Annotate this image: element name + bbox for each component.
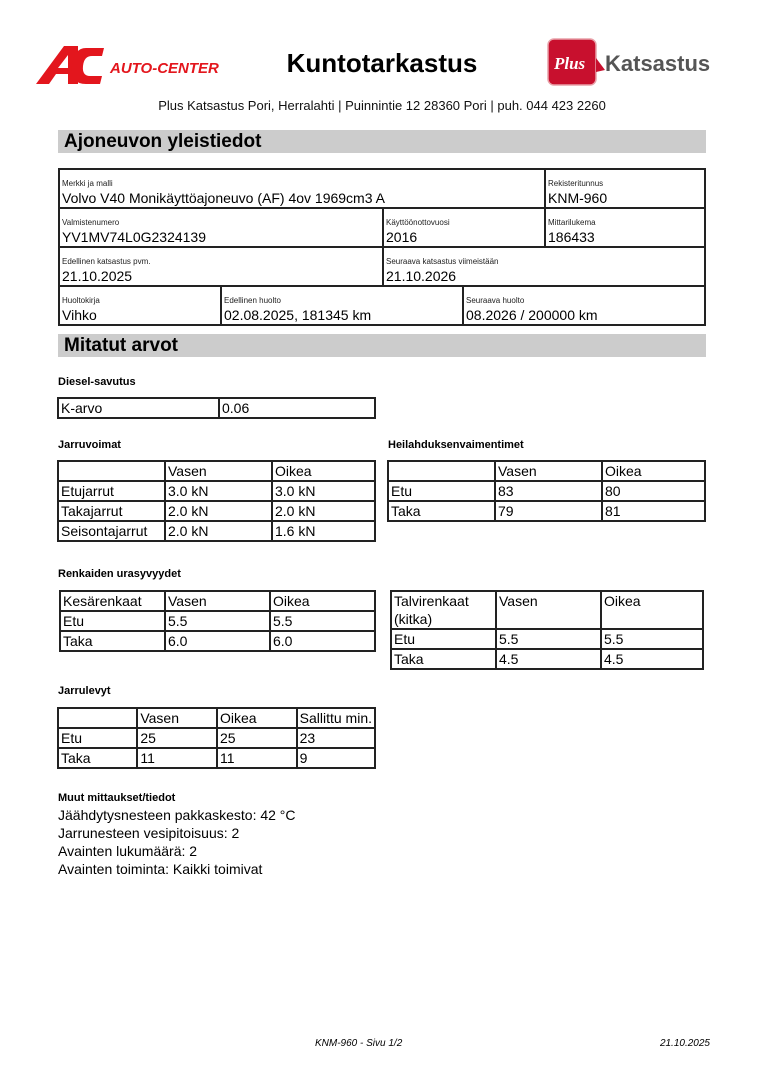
section-measured-title: Mitatut arvot	[58, 334, 706, 357]
summer-tires-table	[59, 590, 376, 652]
table-row	[391, 649, 703, 669]
footer-date: 21.10.2025	[659, 1038, 710, 1049]
prev-service-value: 02.08.2025, 181345 km	[224, 307, 372, 323]
prev-service-label: Edellinen huolto	[224, 296, 281, 305]
table-header-row	[391, 591, 703, 629]
make-model-label: Merkki ja malli	[62, 179, 113, 188]
discs-title: Jarrulevyt	[58, 685, 111, 697]
shocks-table	[387, 460, 706, 522]
odometer-label: Mittarilukema	[548, 218, 596, 227]
cell-value: 80	[602, 481, 705, 501]
cell-value: 4.5	[601, 649, 703, 669]
table-row	[388, 481, 705, 501]
vin-cell	[60, 209, 384, 246]
cell-value: 2.0 kN	[272, 501, 375, 521]
cell-value: 79	[495, 501, 602, 521]
year-value: 2016	[386, 229, 418, 245]
row-label: Taka	[391, 649, 496, 669]
cell-value: 2.0 kN	[165, 521, 272, 541]
header-cell: Kesärenkaat	[60, 591, 165, 611]
prev-inspection-cell	[60, 248, 384, 285]
info-row	[60, 209, 704, 248]
cell-value: 5.5	[496, 629, 601, 649]
cell-value: 6.0	[270, 631, 375, 651]
servicebook-cell	[60, 287, 222, 324]
info-row	[60, 287, 704, 324]
make-model-value: Volvo V40 Monikäyttöajoneuvo (AF) 4ov 1969cm3 A	[62, 190, 385, 206]
table-row	[391, 629, 703, 649]
table-header-row	[388, 461, 705, 481]
next-inspection-label: Seuraava katsastus viimeistään	[386, 257, 499, 266]
header-cell: Oikea	[217, 708, 297, 728]
header-cell	[388, 461, 495, 481]
row-label: Taka	[60, 631, 165, 651]
table-row	[388, 501, 705, 521]
table-row	[60, 631, 375, 651]
row-label: Takajarrut	[58, 501, 165, 521]
row-label: Taka	[388, 501, 495, 521]
table-row	[58, 398, 375, 418]
next-inspection-value: 21.10.2026	[386, 268, 457, 284]
brakes-table	[57, 460, 376, 542]
make-model-cell	[60, 170, 546, 207]
header-cell: Vasen	[495, 461, 602, 481]
cell-value: 23	[297, 728, 375, 748]
tires-title: Renkaiden urasyvyydet	[58, 568, 181, 580]
row-label: Etu	[391, 629, 496, 649]
servicebook-label: Huoltokirja	[62, 296, 100, 305]
row-label: Seisontajarrut	[58, 521, 165, 541]
cell-value: 81	[602, 501, 705, 521]
year-cell	[384, 209, 546, 246]
table-row	[60, 611, 375, 631]
prev-service-cell	[222, 287, 464, 324]
page-title: Kuntotarkastus	[286, 48, 478, 78]
header-cell: Vasen	[165, 461, 272, 481]
cell-value: 11	[217, 748, 297, 768]
cell-value: 83	[495, 481, 602, 501]
svg-text:Plus: Plus	[554, 54, 586, 73]
prev-inspection-value: 21.10.2025	[62, 268, 133, 284]
header-cell	[58, 708, 137, 728]
brake-discs-table	[57, 707, 376, 769]
vehicle-info-grid	[58, 168, 706, 326]
cell-value: 2.0 kN	[165, 501, 272, 521]
row-label: Etu	[58, 728, 137, 748]
header-cell: Oikea	[602, 461, 705, 481]
table-row	[58, 728, 375, 748]
other-info-line: Avainten lukumäärä: 2	[58, 843, 198, 859]
row-label: Etujarrut	[58, 481, 165, 501]
registration-label: Rekisteritunnus	[548, 179, 604, 188]
next-inspection-cell	[384, 248, 704, 285]
row-label: Taka	[58, 748, 137, 768]
other-title: Muut mittaukset/tiedot	[58, 792, 176, 804]
table-header-row	[58, 461, 375, 481]
next-service-label: Seuraava huolto	[466, 296, 525, 305]
plus-katsastus-logo	[547, 38, 731, 88]
info-row	[60, 170, 704, 209]
other-info-line: Avainten toiminta: Kaikki toimivat	[58, 861, 263, 877]
cell-value: 25	[217, 728, 297, 748]
diesel-title: Diesel-savutus	[58, 376, 136, 388]
header-cell: Talvirenkaat (kitka)	[391, 591, 496, 629]
winter-tires-table	[390, 590, 704, 670]
shocks-title: Heilahduksenvaimentimet	[388, 439, 524, 451]
next-service-cell	[464, 287, 704, 324]
info-row	[60, 248, 704, 287]
diesel-value: 0.06	[219, 398, 375, 418]
header-cell: Sallittu min.	[297, 708, 375, 728]
brakes-title: Jarruvoimat	[58, 439, 121, 451]
header-cell: Vasen	[496, 591, 601, 629]
table-row	[58, 481, 375, 501]
header-cell: Oikea	[272, 461, 375, 481]
odometer-value: 186433	[548, 229, 595, 245]
next-service-value: 08.2026 / 200000 km	[466, 307, 598, 323]
section-general-title: Ajoneuvon yleistiedot	[58, 130, 706, 153]
registration-value: KNM-960	[548, 190, 608, 206]
header-cell: Vasen	[137, 708, 217, 728]
vin-label: Valmistenumero	[62, 218, 120, 227]
vin-value: YV1MV74L0G2324139	[62, 229, 206, 245]
row-label: Etu	[60, 611, 165, 631]
diesel-table	[57, 397, 376, 419]
address-line: Plus Katsastus Pori, Herralahti | Puinnintie 12 28360 Pori | puh. 044 423 2260	[158, 98, 606, 113]
cell-value: 5.5	[270, 611, 375, 631]
cell-value: 6.0	[165, 631, 270, 651]
footer-page: KNM-960 - Sivu 1/2	[315, 1038, 403, 1049]
diesel-label: K-arvo	[58, 398, 219, 418]
cell-value: 11	[137, 748, 217, 768]
plus-katsastus-logo-icon	[547, 38, 731, 88]
cell-value: 9	[297, 748, 375, 768]
table-row	[58, 521, 375, 541]
other-info-line: Jäähdytysnesteen pakkaskesto: 42 °C	[58, 807, 296, 823]
servicebook-value: Vihko	[62, 307, 97, 323]
cell-value: 4.5	[496, 649, 601, 669]
svg-text:AUTO-CENTER: AUTO-CENTER	[110, 60, 219, 77]
svg-text:Katsastus: Katsastus	[605, 51, 711, 76]
table-row	[58, 748, 375, 768]
table-header-row	[60, 591, 375, 611]
odometer-cell	[546, 209, 704, 246]
header-cell: Oikea	[270, 591, 375, 611]
table-header-row	[58, 708, 375, 728]
header-cell: Oikea	[601, 591, 703, 629]
header-cell: Vasen	[165, 591, 270, 611]
cell-value: 3.0 kN	[165, 481, 272, 501]
prev-inspection-label: Edellinen katsastus pvm.	[62, 257, 151, 266]
cell-value: 3.0 kN	[272, 481, 375, 501]
cell-value: 5.5	[165, 611, 270, 631]
other-info-line: Jarrunesteen vesipitoisuus: 2	[58, 825, 240, 841]
year-label: Käyttöönottovuosi	[386, 218, 450, 227]
cell-value: 1.6 kN	[272, 521, 375, 541]
header-cell	[58, 461, 165, 481]
cell-value: 5.5	[601, 629, 703, 649]
table-row	[58, 501, 375, 521]
cell-value: 25	[137, 728, 217, 748]
row-label: Etu	[388, 481, 495, 501]
registration-cell	[546, 170, 704, 207]
